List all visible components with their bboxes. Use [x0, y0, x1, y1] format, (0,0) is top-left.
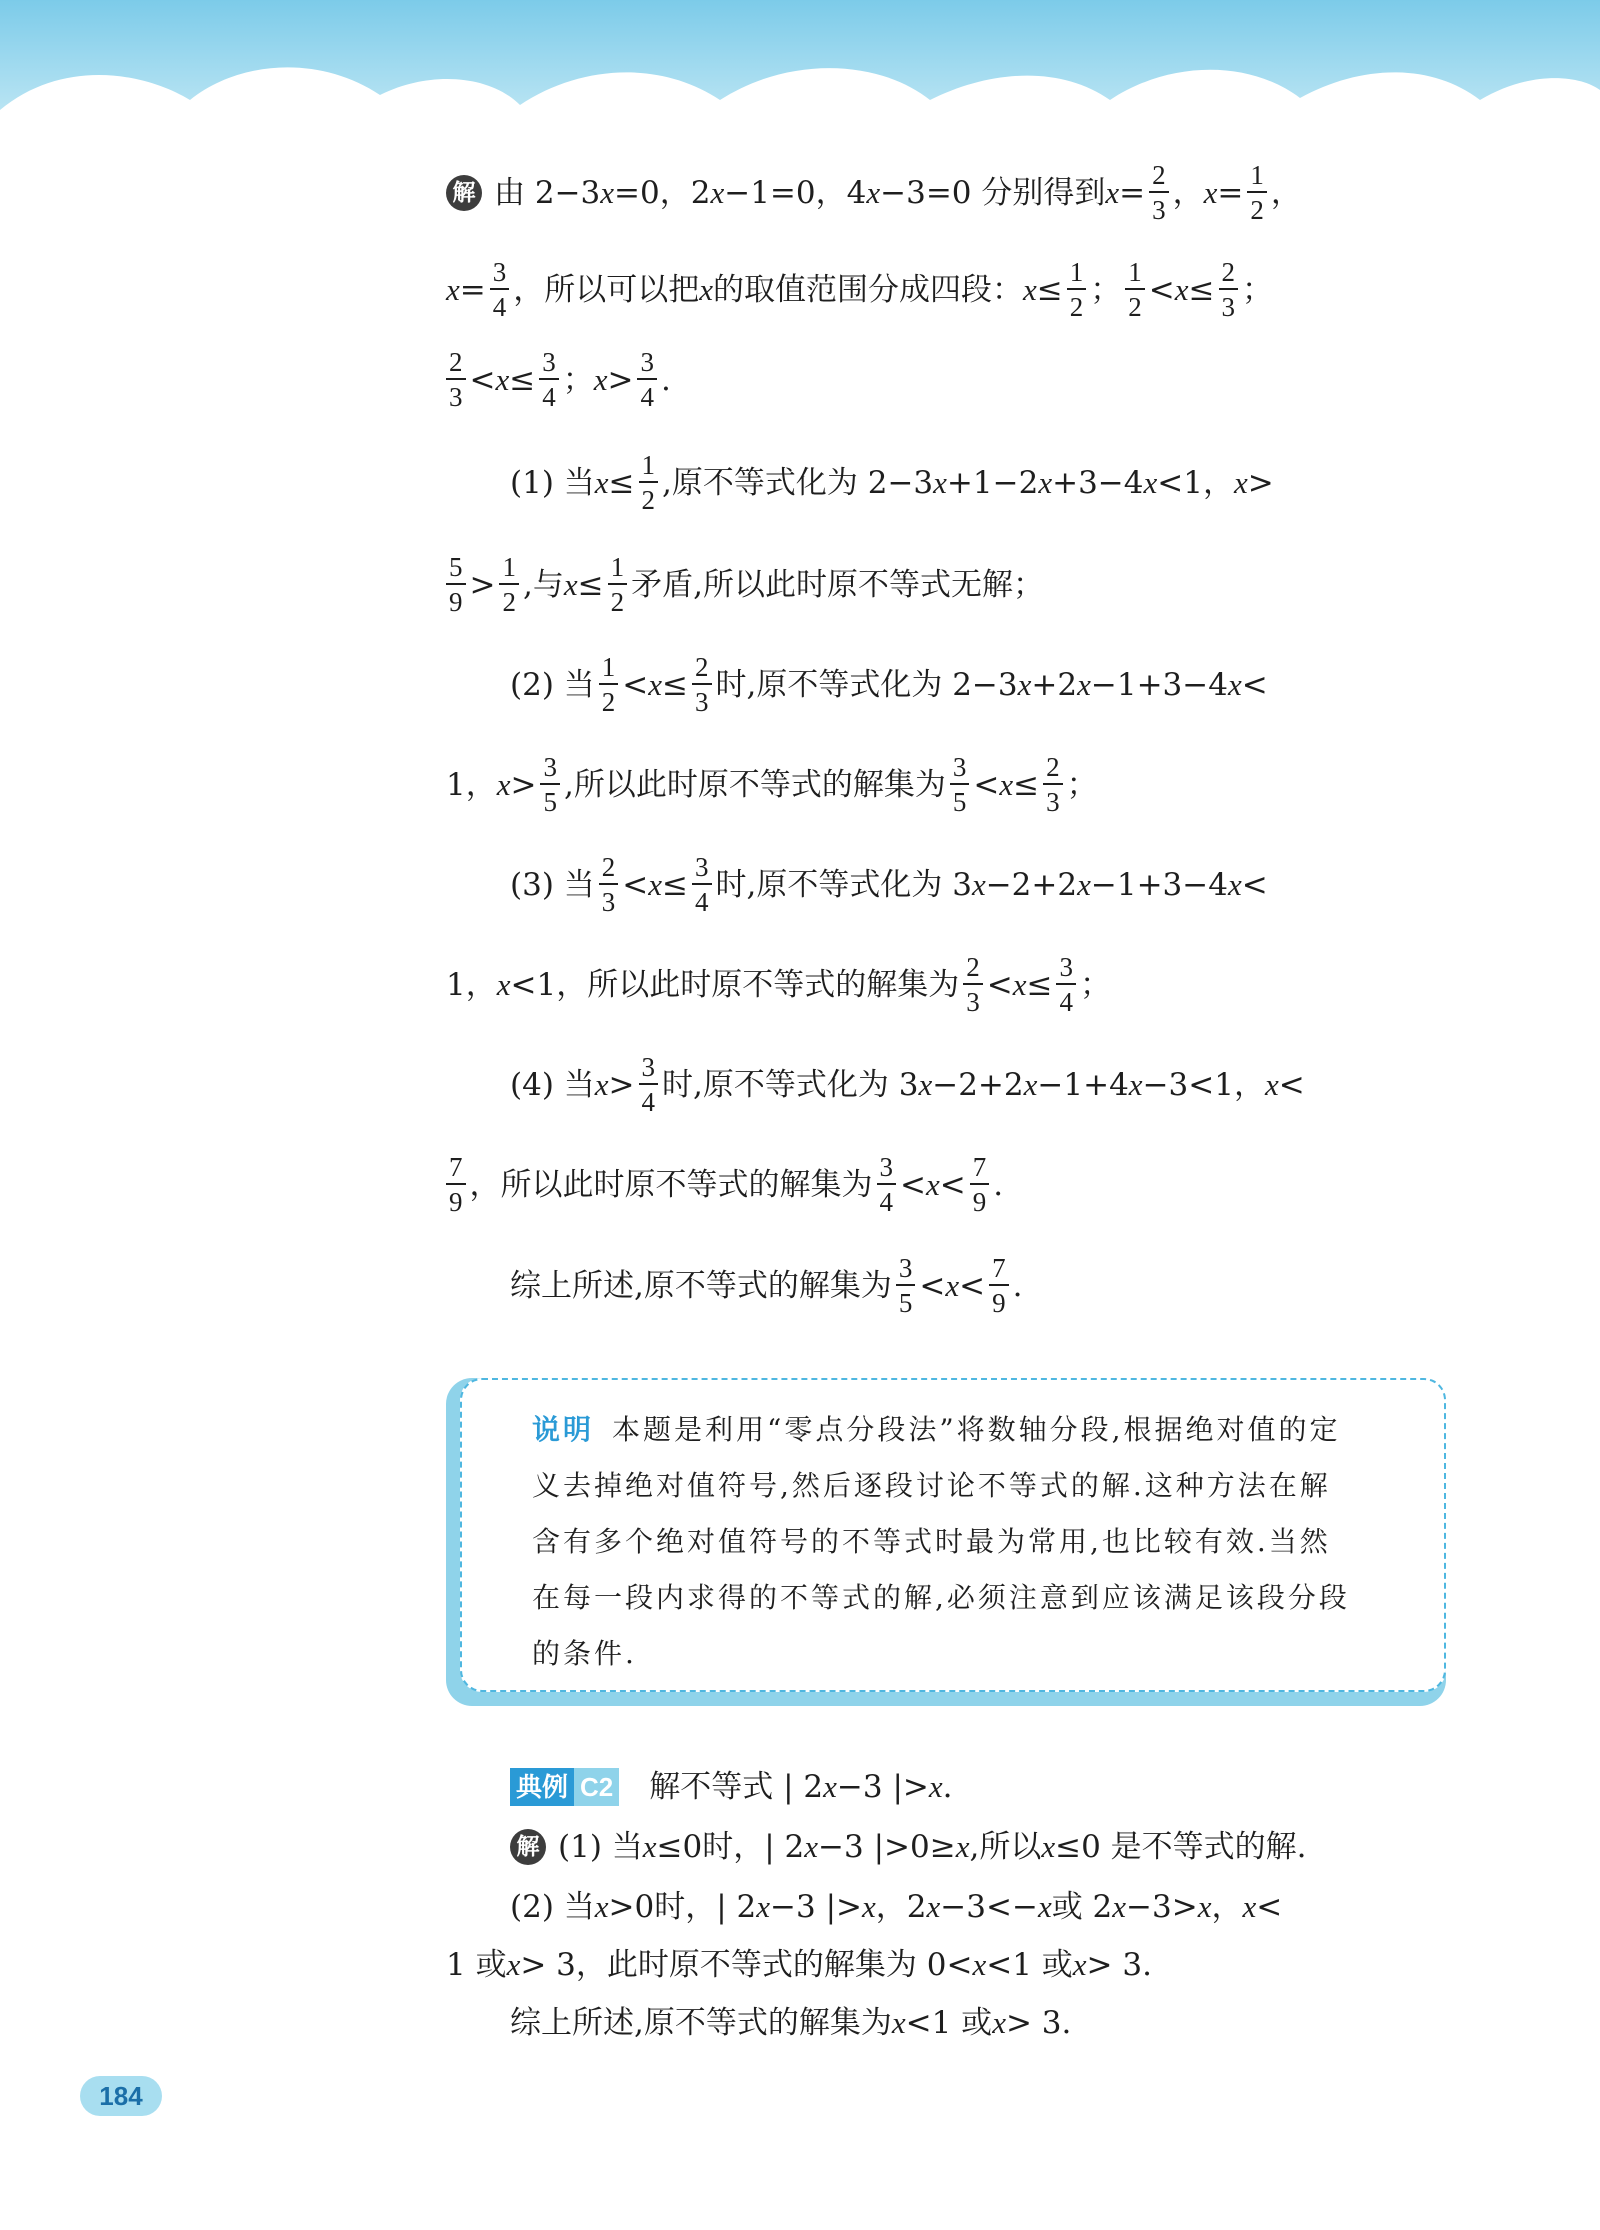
text: 时,原不等式化为 3 — [662, 1066, 919, 1103]
text: ； — [562, 361, 594, 398]
text: 1， — [446, 766, 497, 803]
text: (1) 当 — [510, 464, 595, 501]
text: ； — [1090, 271, 1122, 308]
denominator: 3 — [601, 887, 616, 917]
var: x — [1017, 666, 1032, 702]
numerator: 7 — [989, 1253, 1009, 1286]
text: ,与 — [522, 566, 564, 603]
numerator: 1 — [1067, 257, 1087, 290]
var: x — [926, 1889, 941, 1924]
text: ≤ — [509, 361, 536, 398]
denominator: 2 — [610, 587, 625, 617]
denominator: 3 — [966, 987, 980, 1017]
text: < — [939, 1166, 966, 1203]
var: x — [495, 361, 510, 397]
sol1-line-1 — [446, 160, 1302, 225]
header-banner — [0, 0, 1600, 140]
text: −1+4 — [1037, 1066, 1129, 1103]
note-line-5: 的条件. — [532, 1637, 637, 1670]
text: > 3. — [1086, 1947, 1152, 1983]
denominator: 2 — [1069, 292, 1084, 322]
fraction — [1056, 952, 1076, 1017]
text: < — [622, 666, 649, 703]
text: ； — [1079, 966, 1111, 1003]
denominator: 9 — [449, 1187, 463, 1217]
var: x — [496, 966, 511, 1002]
var: x — [1105, 174, 1120, 210]
numerator: 2 — [692, 652, 712, 685]
var: x — [1233, 464, 1248, 500]
text: (3) 当 — [510, 866, 595, 903]
fraction — [599, 852, 619, 917]
example-tag — [510, 1768, 619, 1806]
note-label: 说明 — [532, 1413, 595, 1446]
text: 时,原不等式化为 3 — [715, 866, 972, 903]
denominator: 4 — [1059, 987, 1073, 1017]
text: −1+3−4 — [1090, 866, 1228, 903]
text: < — [1256, 1889, 1283, 1925]
var: x — [1227, 866, 1242, 902]
text: < — [1241, 866, 1268, 903]
text: ， — [1211, 1889, 1243, 1925]
text: < — [986, 966, 1013, 1003]
text: ≤ — [577, 566, 604, 603]
numerator: 1 — [1247, 160, 1267, 193]
denominator: 3 — [1152, 195, 1166, 225]
var: x — [593, 361, 608, 397]
fraction — [963, 952, 983, 1017]
var: x — [1037, 1889, 1052, 1924]
fraction — [692, 852, 712, 917]
var: x — [648, 666, 663, 702]
numerator: 2 — [599, 852, 619, 885]
text: ≤ — [662, 666, 688, 703]
text: 综上所述,原不等式的解集为 — [510, 1267, 892, 1304]
var: x — [496, 766, 511, 802]
numerator: 2 — [963, 952, 983, 985]
var: x — [594, 464, 609, 500]
text: −3 |> — [836, 1769, 929, 1805]
case-2-line-2 — [446, 752, 1098, 817]
text: < — [900, 1166, 926, 1203]
text: ≤ — [608, 464, 635, 501]
numerator: 7 — [970, 1152, 990, 1185]
note-text: 本题是利用“零点分段法”将数轴分段,根据绝对值的定 — [612, 1413, 1341, 1446]
text: ， — [1270, 174, 1302, 211]
text: −2+2 — [985, 866, 1078, 903]
text: 的取值范围分成四段： — [713, 271, 1024, 308]
numerator: 1 — [599, 652, 619, 685]
case-4-line-2 — [446, 1152, 1003, 1217]
var: x — [1041, 1829, 1056, 1864]
denominator: 4 — [641, 1087, 656, 1117]
fraction — [1067, 257, 1087, 322]
fraction — [896, 1253, 916, 1318]
text: < — [959, 1267, 986, 1304]
denominator: 4 — [492, 292, 507, 322]
var: x — [1112, 1889, 1127, 1924]
fraction — [540, 752, 560, 817]
text: <1 或 — [905, 2005, 993, 2041]
page-number: 184 — [80, 2076, 162, 2116]
text: ≤ — [1036, 271, 1063, 308]
text: ≤ — [1026, 966, 1053, 1003]
text: 1 或 — [446, 1947, 507, 1983]
text: <1，所以此时原不等式的解集为 — [510, 966, 960, 1003]
var: x — [925, 1166, 940, 1202]
var: x — [1012, 966, 1027, 1002]
text: −3<1， — [1142, 1066, 1265, 1103]
var: x — [933, 464, 947, 500]
denominator: 4 — [879, 1187, 893, 1217]
var: x — [891, 2005, 906, 2040]
example-tag-number: C2 — [574, 1768, 619, 1806]
denominator: 4 — [542, 382, 556, 412]
sol2-case-1 — [510, 1825, 1307, 1869]
text: ； — [1066, 766, 1098, 803]
var: x — [710, 174, 725, 210]
text: +1−2 — [946, 464, 1039, 501]
text: 时,原不等式化为 2−3 — [715, 666, 1018, 703]
fraction — [446, 552, 466, 617]
var: x — [866, 174, 881, 210]
fraction — [490, 257, 510, 322]
denominator: 2 — [641, 485, 656, 515]
var: x — [1077, 666, 1091, 702]
fraction — [1149, 160, 1169, 225]
text: 或 2 — [1051, 1889, 1113, 1925]
text: −1+3−4 — [1090, 666, 1228, 703]
text: 综上所述,原不等式的解集为 — [510, 2005, 892, 2041]
var: x — [862, 1889, 876, 1924]
text: ， — [1172, 174, 1204, 211]
text: =0，2 — [614, 174, 711, 211]
text: +2 — [1031, 666, 1078, 703]
fraction — [637, 347, 657, 412]
text: < — [469, 361, 496, 398]
numerator: 2 — [446, 347, 466, 380]
sol2-case-2-line-1 — [510, 1885, 1282, 1929]
text: −2+2 — [932, 1066, 1024, 1103]
note-box — [446, 1378, 1446, 1706]
fraction — [950, 752, 970, 817]
var: x — [1038, 464, 1053, 500]
var: x — [1023, 271, 1037, 307]
fraction — [639, 1052, 659, 1117]
fraction — [989, 1253, 1009, 1318]
text: >0时，| 2 — [608, 1889, 757, 1925]
text: > — [608, 1066, 635, 1103]
fraction — [539, 347, 559, 412]
numerator: 3 — [950, 752, 970, 785]
numerator: 3 — [1056, 952, 1076, 985]
var: x — [756, 1889, 771, 1924]
text: (2) 当 — [510, 666, 595, 703]
fraction — [499, 552, 519, 617]
text: > — [1247, 464, 1274, 501]
text: ，所以此时原不等式的解集为 — [469, 1166, 873, 1203]
text: −1=0，4 — [724, 174, 867, 211]
denominator: 3 — [1046, 787, 1060, 817]
text: −3 |>0≥ — [818, 1829, 956, 1865]
fraction — [1125, 257, 1145, 322]
case-1-line-1 — [510, 450, 1274, 515]
var: x — [804, 1829, 819, 1864]
example-tag-label: 典例 — [510, 1768, 574, 1806]
text: = — [1217, 174, 1244, 211]
var: x — [972, 1947, 987, 1982]
denominator: 5 — [543, 787, 557, 817]
note-line-2: 义去掉绝对值符号,然后逐段讨论不等式的解.这种方法在解 — [532, 1469, 1331, 1502]
numerator: 2 — [1043, 752, 1063, 785]
text: ≤ — [662, 866, 688, 903]
case-3-line-2 — [446, 952, 1111, 1017]
denominator: 9 — [992, 1288, 1006, 1318]
var: x — [1264, 1066, 1279, 1102]
var: x — [1143, 464, 1158, 500]
var: x — [1023, 1066, 1038, 1102]
text: > — [510, 766, 537, 803]
numerator: 1 — [1125, 257, 1145, 290]
var: x — [1174, 271, 1189, 307]
text: ,所以 — [969, 1829, 1042, 1865]
case-3-line-1 — [510, 852, 1268, 917]
note-line-1 — [532, 1410, 1341, 1450]
text: ≤ — [1013, 766, 1040, 803]
text: −3 |> — [770, 1889, 863, 1925]
denominator: 4 — [640, 382, 654, 412]
denominator: 2 — [502, 587, 516, 617]
numerator: 2 — [1219, 257, 1239, 290]
text: ≤0 是不等式的解. — [1055, 1829, 1307, 1865]
text: < — [1278, 1066, 1305, 1103]
var: x — [648, 866, 663, 902]
var: x — [1203, 174, 1218, 210]
denominator: 2 — [601, 687, 616, 717]
denominator: 3 — [449, 382, 463, 412]
text: ,原不等式化为 2−3 — [662, 464, 934, 501]
text: 解不等式 | 2 — [649, 1769, 824, 1805]
var: x — [955, 1829, 970, 1864]
fraction — [1043, 752, 1063, 817]
var: x — [1197, 1889, 1212, 1924]
text: −3=0 分别得到 — [880, 174, 1106, 211]
text: −3<− — [940, 1889, 1038, 1925]
text: > 3，此时原不等式的解集为 0< — [520, 1947, 973, 1983]
text: < — [973, 766, 1000, 803]
sol2-case-2-line-2 — [446, 1943, 1152, 1987]
numerator: 7 — [446, 1152, 466, 1185]
case-2-line-1 — [510, 652, 1268, 717]
fraction — [599, 652, 619, 717]
text: < — [622, 866, 649, 903]
numerator: 1 — [639, 450, 659, 483]
var: x — [823, 1769, 837, 1804]
var: x — [971, 866, 986, 902]
sol2-summary — [510, 2001, 1071, 2045]
denominator: 2 — [1128, 292, 1142, 322]
var: x — [642, 1829, 657, 1864]
fraction — [692, 652, 712, 717]
text: < — [919, 1267, 946, 1304]
var: x — [699, 271, 714, 307]
numerator: 3 — [692, 852, 712, 885]
sol1-line-2 — [446, 257, 1273, 322]
note-box-inner — [460, 1378, 1446, 1692]
numerator: 3 — [540, 752, 560, 785]
text: . — [660, 361, 671, 398]
denominator: 9 — [972, 1187, 987, 1217]
text: < — [1241, 666, 1268, 703]
var: x — [1072, 1947, 1087, 1982]
numerator: 3 — [539, 347, 559, 380]
text: . — [993, 1166, 1004, 1203]
text: . — [942, 1769, 953, 1805]
text: ； — [1242, 271, 1273, 308]
numerator: 1 — [499, 552, 519, 585]
denominator: 9 — [449, 587, 463, 617]
denominator: 5 — [952, 787, 967, 817]
numerator: 3 — [490, 257, 510, 290]
text: (4) 当 — [510, 1066, 595, 1103]
var: x — [594, 1066, 609, 1102]
text: . — [1012, 1267, 1023, 1304]
var: x — [1242, 1889, 1257, 1924]
var: x — [563, 566, 578, 602]
var: x — [594, 1889, 609, 1924]
var: x — [506, 1947, 521, 1982]
text: < — [1148, 271, 1175, 308]
var: x — [999, 766, 1014, 802]
text: <1 或 — [986, 1947, 1073, 1983]
note-line-4: 在每一段内求得的不等式的解,必须注意到应该满足该段分段 — [532, 1581, 1350, 1614]
text: ≤0时，| 2 — [656, 1829, 805, 1865]
fraction — [1247, 160, 1267, 225]
case-4-line-1 — [510, 1052, 1305, 1117]
var: x — [918, 1066, 933, 1102]
numerator: 3 — [637, 347, 657, 380]
text: 由 2−3 — [494, 174, 601, 211]
var: x — [928, 1769, 943, 1804]
note-line-3: 含有多个绝对值符号的不等式时最为常用,也比较有效.当然 — [532, 1525, 1331, 1558]
var: x — [1128, 1066, 1143, 1102]
var: x — [945, 1267, 960, 1303]
numerator: 3 — [639, 1052, 659, 1085]
sol1-line-3 — [446, 347, 671, 412]
fraction — [1219, 257, 1239, 322]
fraction — [970, 1152, 990, 1217]
text: = — [1119, 174, 1146, 211]
fraction — [608, 552, 628, 617]
text: +3−4 — [1052, 464, 1144, 501]
numerator: 3 — [896, 1253, 916, 1286]
fraction — [446, 347, 466, 412]
text: <1， — [1157, 464, 1234, 501]
numerator: 2 — [1149, 160, 1169, 193]
text: (2) 当 — [510, 1889, 595, 1925]
text: (1) 当 — [558, 1829, 643, 1865]
numerator: 5 — [446, 552, 466, 585]
text: 1， — [446, 966, 497, 1003]
case-1-line-2 — [446, 552, 1044, 617]
text: > — [607, 361, 634, 398]
fraction — [639, 450, 659, 515]
denominator: 5 — [898, 1288, 913, 1318]
text: > 3. — [1005, 2005, 1072, 2041]
solution-marker: 解 — [446, 175, 482, 211]
solution-marker: 解 — [510, 1829, 546, 1865]
text: 矛盾,所以此时原不等式无解； — [631, 566, 1044, 603]
example-title — [510, 1765, 953, 1809]
text: ,所以此时原不等式的解集为 — [563, 766, 946, 803]
fraction — [446, 1152, 466, 1217]
numerator: 1 — [608, 552, 628, 585]
text: > — [469, 566, 496, 603]
var: x — [1077, 866, 1091, 902]
text: = — [459, 271, 486, 308]
denominator: 4 — [695, 887, 709, 917]
fraction — [877, 1152, 897, 1217]
var: x — [600, 174, 615, 210]
numerator: 3 — [877, 1152, 897, 1185]
denominator: 3 — [1221, 292, 1235, 322]
var: x — [1227, 666, 1242, 702]
denominator: 2 — [1250, 195, 1264, 225]
text: ≤ — [1188, 271, 1215, 308]
var: x — [446, 271, 460, 307]
denominator: 3 — [695, 687, 709, 717]
text: −3> — [1126, 1889, 1198, 1925]
solution-summary — [510, 1253, 1022, 1318]
text: ，2 — [875, 1889, 927, 1925]
text: ，所以可以把 — [513, 271, 700, 308]
var: x — [992, 2005, 1006, 2040]
